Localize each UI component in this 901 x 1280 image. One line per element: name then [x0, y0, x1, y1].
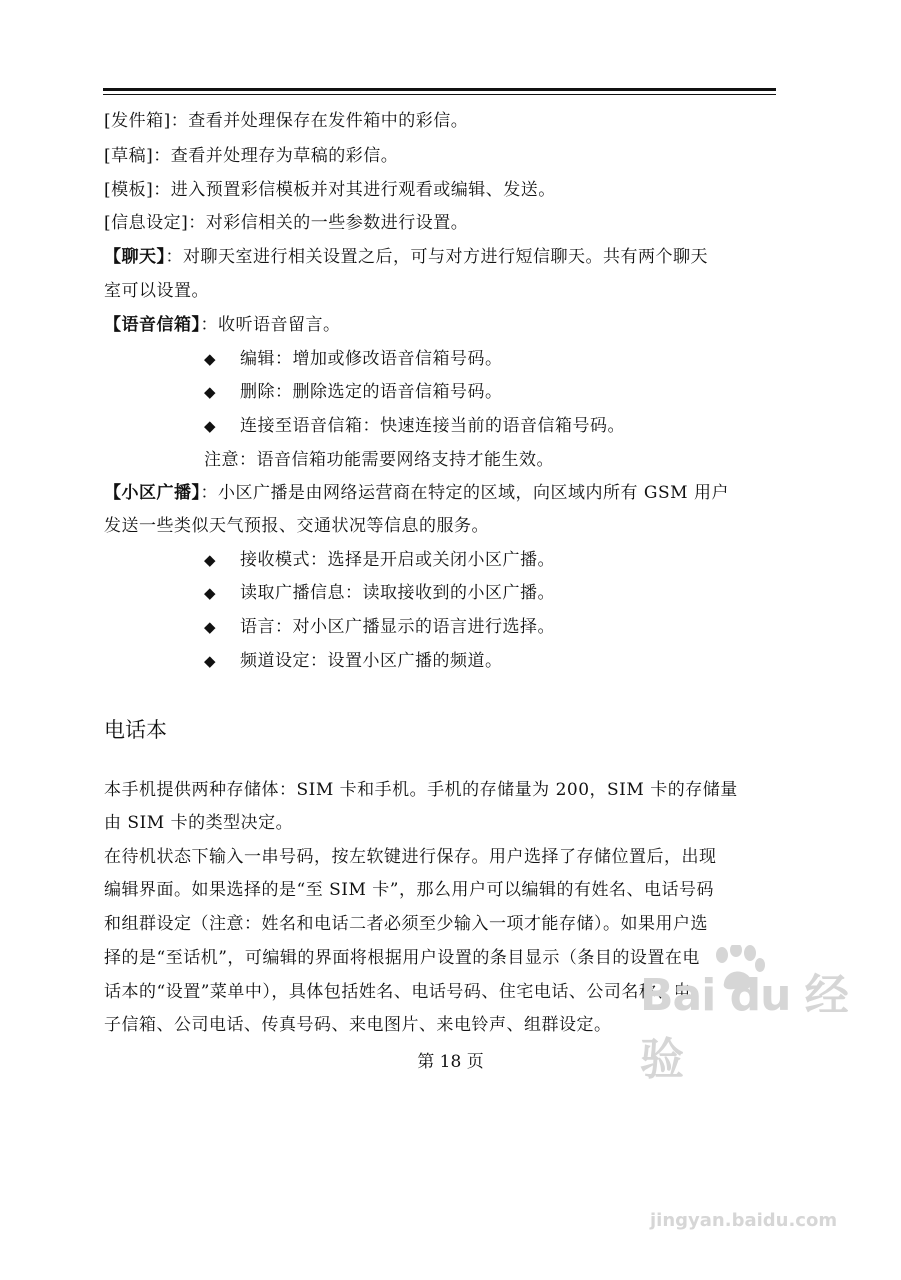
voicemail-bullet-edit [204, 349, 503, 369]
broadcast-line-2: 发送一些类似天气预报、交通状况等信息的服务。 [104, 516, 489, 536]
bullet-text: 频道设定：设置小区广播的频道。 [240, 651, 503, 671]
voicemail-bullet-connect [204, 416, 625, 436]
diamond-bullet-icon: ◆ [204, 584, 217, 602]
broadcast-bullet-mode [204, 550, 555, 570]
header-rule-thin [103, 94, 776, 95]
drafts-line: [草稿]：查看并处理存为草稿的彩信。 [104, 146, 399, 166]
phonebook-para-line: 本手机提供两种存储体：SIM 卡和手机。手机的存储量为 200，SIM 卡的存储量 [104, 780, 738, 800]
bullet-text: 读取广播信息：读取接收到的小区广播。 [240, 583, 555, 603]
message-settings-line: [信息设定]：对彩信相关的一些参数进行设置。 [104, 213, 469, 233]
diamond-bullet-icon: ◆ [204, 618, 217, 636]
diamond-bullet-icon: ◆ [204, 551, 217, 569]
bullet-text: 编辑：增加或修改语音信箱号码。 [240, 349, 503, 369]
bullet-text: 语言：对小区广播显示的语言进行选择。 [240, 617, 555, 637]
broadcast-bullet-language [204, 617, 555, 637]
templates-line: [模板]：进入预置彩信模板并对其进行观看或编辑、发送。 [104, 180, 556, 200]
phonebook-heading: 电话本 [104, 718, 167, 742]
phonebook-para-line: 由 SIM 卡的类型决定。 [104, 813, 294, 833]
voicemail-line [104, 315, 341, 335]
bullet-text: 连接至语音信箱：快速连接当前的语音信箱号码。 [240, 416, 625, 436]
broadcast-bullet-read [204, 583, 555, 603]
diamond-bullet-icon: ◆ [204, 350, 217, 368]
chat-line-1 [104, 247, 708, 267]
diamond-bullet-icon: ◆ [204, 417, 217, 435]
broadcast-line-1 [104, 483, 729, 503]
diamond-bullet-icon: ◆ [204, 652, 217, 670]
bullet-text: 删除：删除选定的语音信箱号码。 [240, 382, 503, 402]
chat-text-1: ：对聊天室进行相关设置之后，可与对方进行短信聊天。共有两个聊天 [165, 247, 708, 267]
phonebook-para-line: 话本的“设置”菜单中），具体包括姓名、电话号码、住宅电话、公司名称、电 [104, 982, 692, 1002]
phonebook-para-line: 子信箱、公司电话、传真号码、来电图片、来电铃声、组群设定。 [104, 1015, 612, 1035]
voicemail-text: ：收听语音留言。 [200, 315, 341, 335]
voicemail-label: 【语音信箱】 [104, 315, 201, 335]
broadcast-label: 【小区广播】 [104, 483, 201, 503]
page-number: 第 18 页 [417, 1052, 484, 1072]
phonebook-para-line: 择的是“至话机”，可编辑的界面将根据用户设置的条目显示（条目的设置在电 [104, 948, 700, 968]
phonebook-para-line: 在待机状态下输入一串号码，按左软键进行保存。用户选择了存储位置后，出现 [104, 847, 717, 867]
outbox-line: [发件箱]：查看并处理保存在发件箱中的彩信。 [104, 111, 469, 131]
watermark-url: jingyan.baidu.com [650, 1210, 838, 1231]
diamond-bullet-icon: ◆ [204, 383, 217, 401]
baidu-jingyan-watermark [640, 945, 880, 1085]
phonebook-para-line: 编辑界面。如果选择的是“至 SIM 卡”，那么用户可以编辑的有姓名、电话号码 [104, 880, 714, 900]
watermark-logo-text: Bai du 经验 [640, 970, 848, 1085]
broadcast-bullet-channel [204, 651, 503, 671]
header-rule-thick [103, 88, 776, 91]
phonebook-para-line: 和组群设定（注意：姓名和电话二者必须至少输入一项才能存储）。如果用户选 [104, 914, 708, 934]
voicemail-note: 注意：语音信箱功能需要网络支持才能生效。 [204, 450, 554, 470]
chat-line-2: 室可以设置。 [104, 281, 209, 301]
bullet-text: 接收模式：选择是开启或关闭小区广播。 [240, 550, 555, 570]
chat-label: 【聊天】 [104, 247, 166, 267]
voicemail-bullet-delete [204, 382, 503, 402]
broadcast-text-1: ：小区广播是由网络运营商在特定的区域，向区域内所有 GSM 用户 [200, 483, 729, 503]
